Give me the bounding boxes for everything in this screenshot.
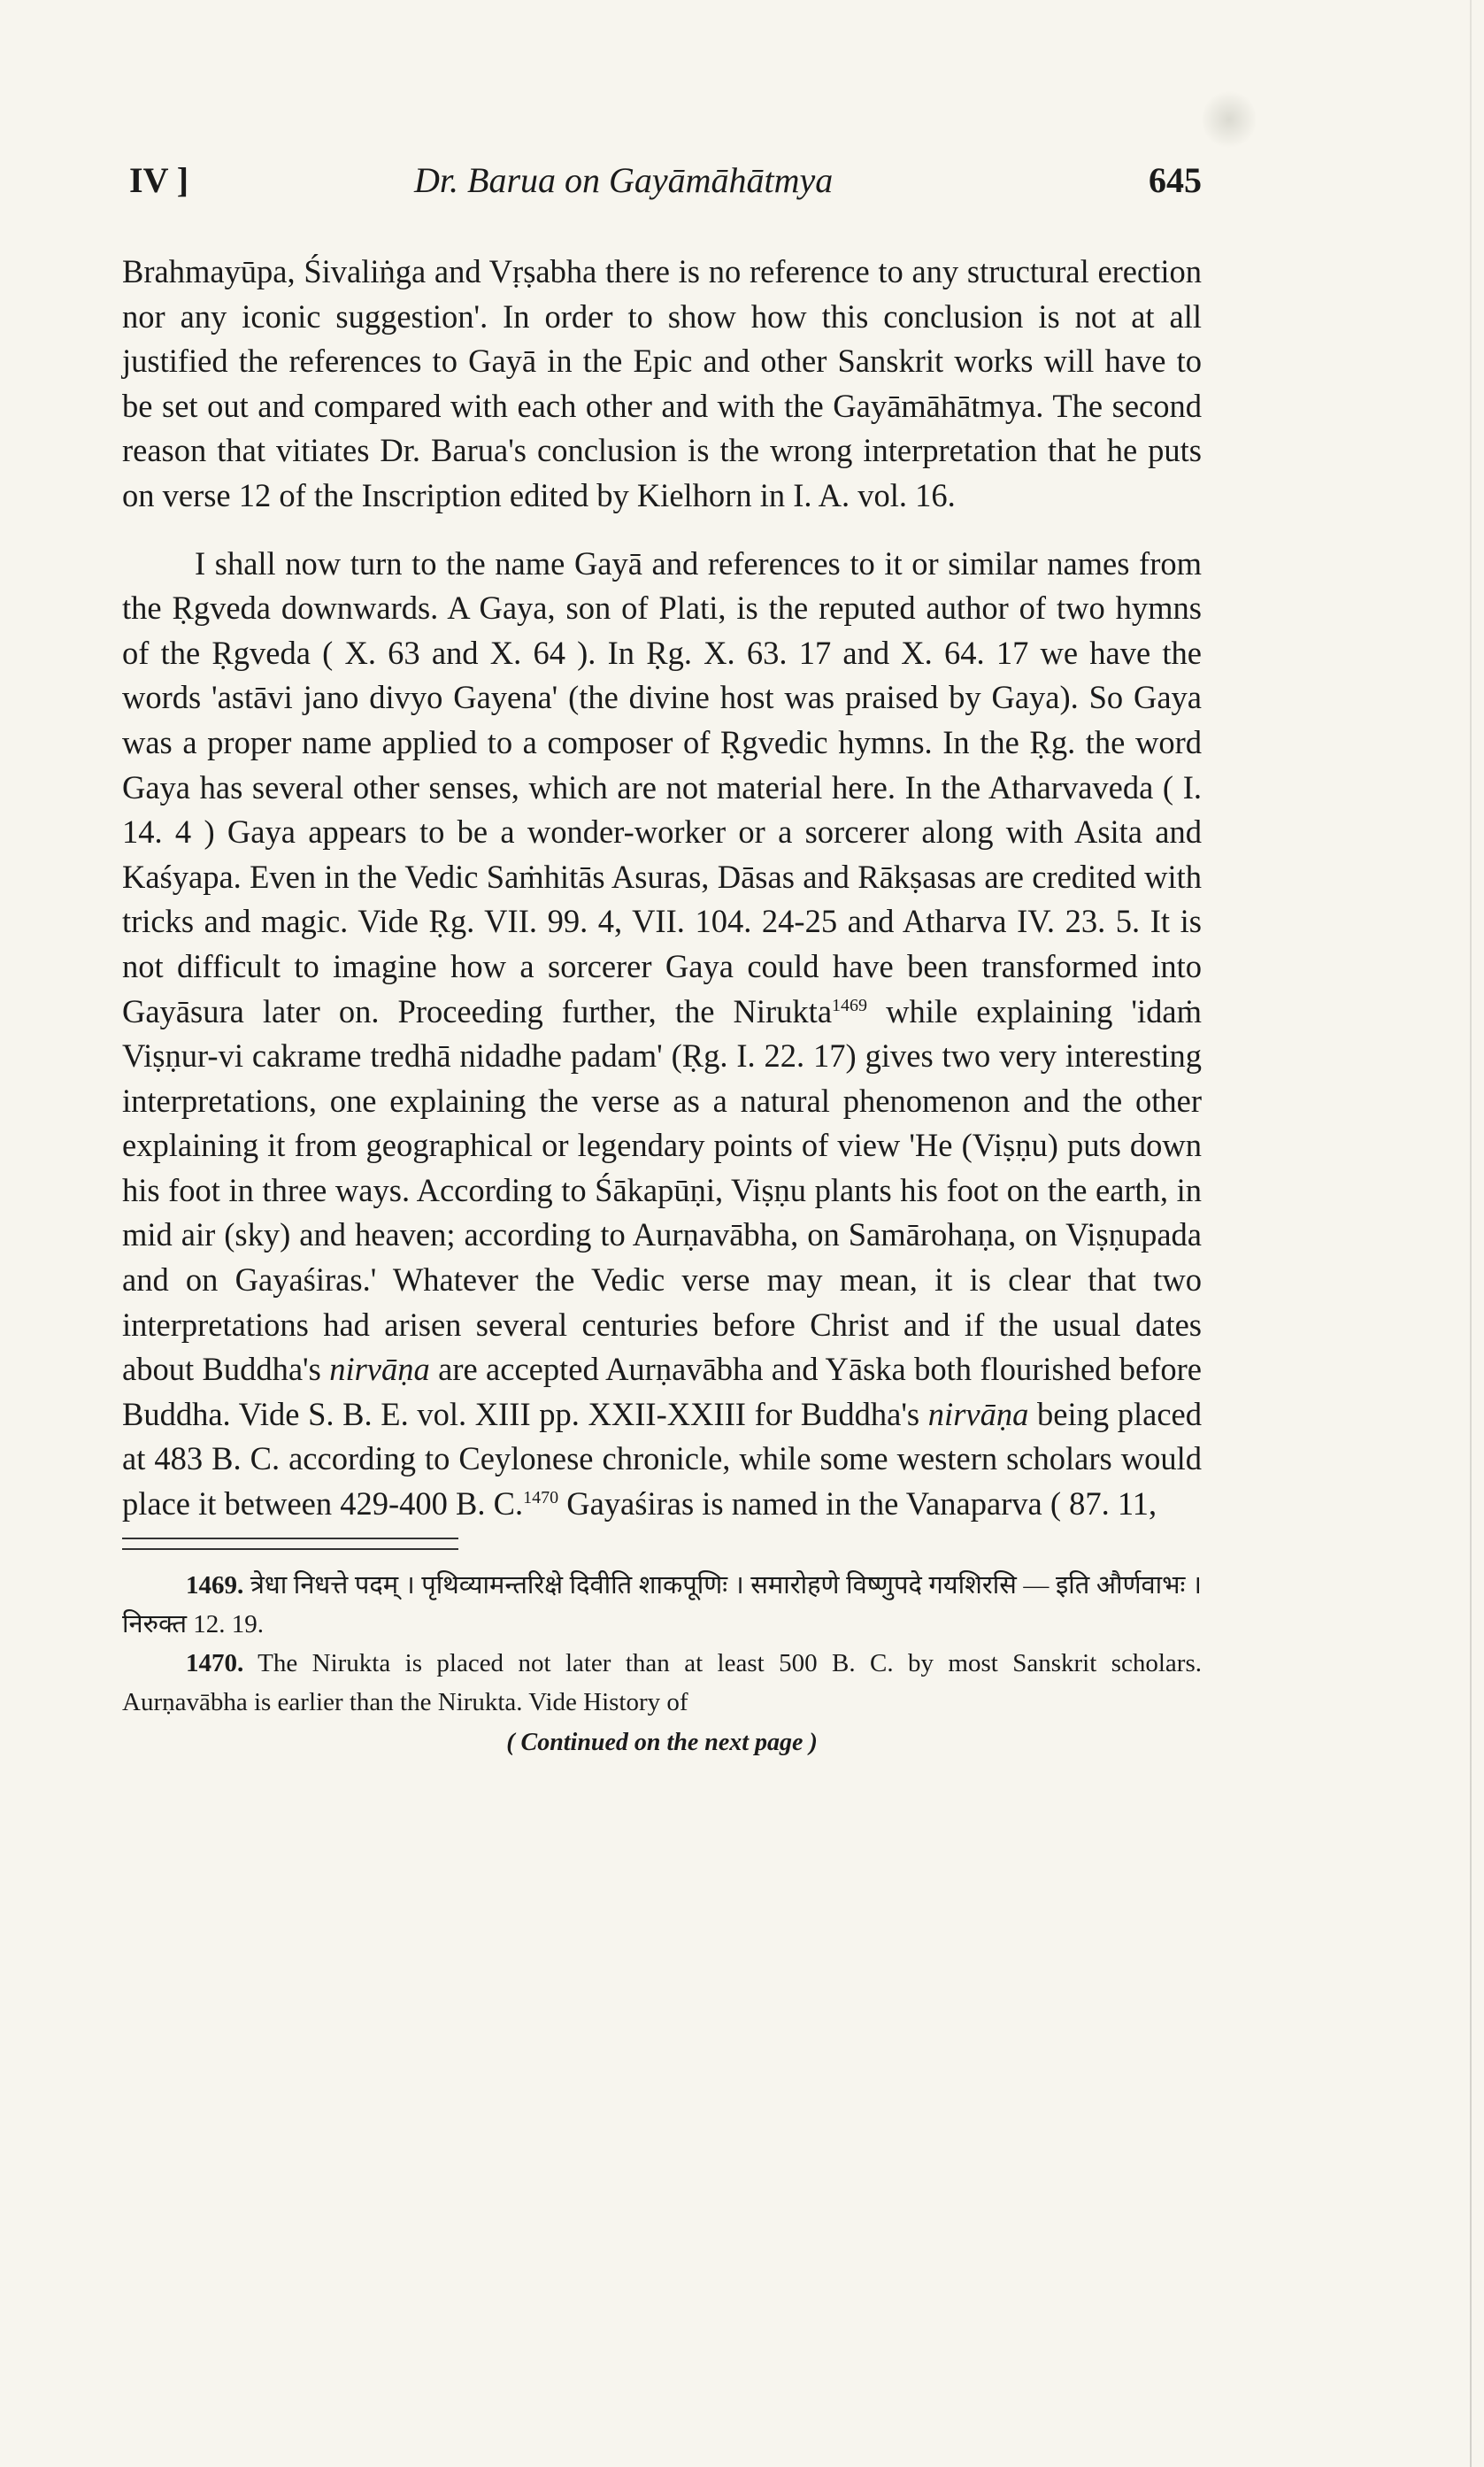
footnote-number: 1470. <box>186 1648 244 1677</box>
body-text <box>122 250 1202 1527</box>
paragraph-2-part: are accepted Aurṇavābha and Yāska both flourished before Buddha. Vide S. B. E. vol. XIII pp. XXII-XXIII for Buddha's <box>122 1351 1202 1432</box>
footnote-ref-1470[interactable]: 1470 <box>523 1487 559 1507</box>
paragraph-1: Brahmayūpa, Śivaliṅga and Vṛṣabha there is no reference to any structural erection nor any iconic suggestion'. In order to show how this conclusion is not at all justified the references to Gayā in the Epic and other Sanskrit works will have to be set out and compared with each other and with the Gayāmāhātmya. The second reason that vitiates Dr. Barua's conclusion is the wrong interpretation that he puts on verse 12 of the Inscription edited by Kielhorn in I. A. vol. 16. <box>122 253 1202 513</box>
continued-note: ( Continued on the next page ) <box>506 1728 818 1756</box>
page-header <box>122 150 1202 212</box>
term-nirvana: nirvāṇa <box>927 1395 1029 1432</box>
paragraph-2-start: I shall now turn to the name Gayā and references to it or similar names from the Ṛgveda downwards. A Gaya, son of Plati, is the reputed author of two hymns of the Ṛgveda ( X. 63 and X. 64 ). In Ṛg. X. 63. 17 and X. 64. 17 we have the words 'astāvi jano divyo Gayena' (the divine host was praised by Gaya). So Gaya was a proper name applied to a composer of Ṛgvedic hymns. In the Ṛg. the word Gaya has several other senses, which are not material here. In the Atharvaveda ( I. 14. 4 ) Gaya appears to be a wonder-worker or a sorcerer along with Asita and Kaśyapa. Even in the Vedic Saṁhitās Asuras, Dāsas and Rākṣasas are credited with tricks and magic. Vide Ṛg. VII. 99. 4, VII. 104. 24-25 and Atharva IV. 23. 5. It is not difficult to imagine how a sorcerer Gaya could have been transformed into Gayāsura later on. Proceeding further, the Nirukta <box>122 544 1202 1029</box>
book-page <box>122 150 1202 1762</box>
footnote-number: 1469. <box>186 1570 244 1600</box>
term-nirvana: nirvāṇa <box>329 1351 430 1388</box>
running-title: Dr. Barua on Gayāmāhātmya <box>414 160 834 200</box>
paragraph-2-part: while explaining 'idaṁ Viṣṇur-vi cakrame tredhā nidadhe padam' (Ṛg. I. 22. 17) gives two very interesting interpretations, one explaining the verse as a natural phenomenon and the other explaining it from geographical or legendary points of view 'He (Viṣṇu) puts down his foot in three ways. According to Śākapūṇi, Viṣṇu plants his foot on the earth, in mid air (sky) and heaven; according to Aurṇavābha, on Samārohaṇa, on Viṣṇupada and on Gayaśiras.' Whatever the Vedic verse may mean, it is clear that two interpretations had arisen several centuries before Christ and if the usual dates about Buddha's <box>122 992 1202 1388</box>
footnote-1470 <box>122 1644 1202 1722</box>
section-marker: IV ] <box>129 160 189 200</box>
footnote-divider <box>122 1538 458 1550</box>
paragraph-2 <box>122 542 1202 1527</box>
paragraph-2-part: being placed at 483 B. C. according to Ceylonese chronicle, while some western scholars would place it between 429-400 B. C. <box>122 1395 1202 1523</box>
footnote-1469 <box>122 1566 1202 1644</box>
footnote-text: त्रेधा निधत्ते पदम् । पृथिव्यामन्तरिक्षे दिवीति शाकपूणिः । समारोहणे विष्णुपदे गयशिरसि — इति और्णवाभः । निरुक्त 12. 19. <box>122 1570 1203 1638</box>
footnotes <box>122 1566 1202 1762</box>
page-number: 645 <box>1149 160 1202 200</box>
footnote-text: The Nirukta is placed not later than at least 500 B. C. by most Sanskrit scholars. Aurṇavābha is earlier than the Nirukta. Vide History of <box>122 1648 1202 1716</box>
page-edge-shadow <box>1470 0 1472 2467</box>
paragraph-2-end: Gayaśiras is named in the Vanaparva ( 87. 11, <box>558 1485 1157 1523</box>
footnote-ref-1469[interactable]: 1469 <box>832 995 868 1015</box>
paper-stain <box>1203 89 1256 150</box>
